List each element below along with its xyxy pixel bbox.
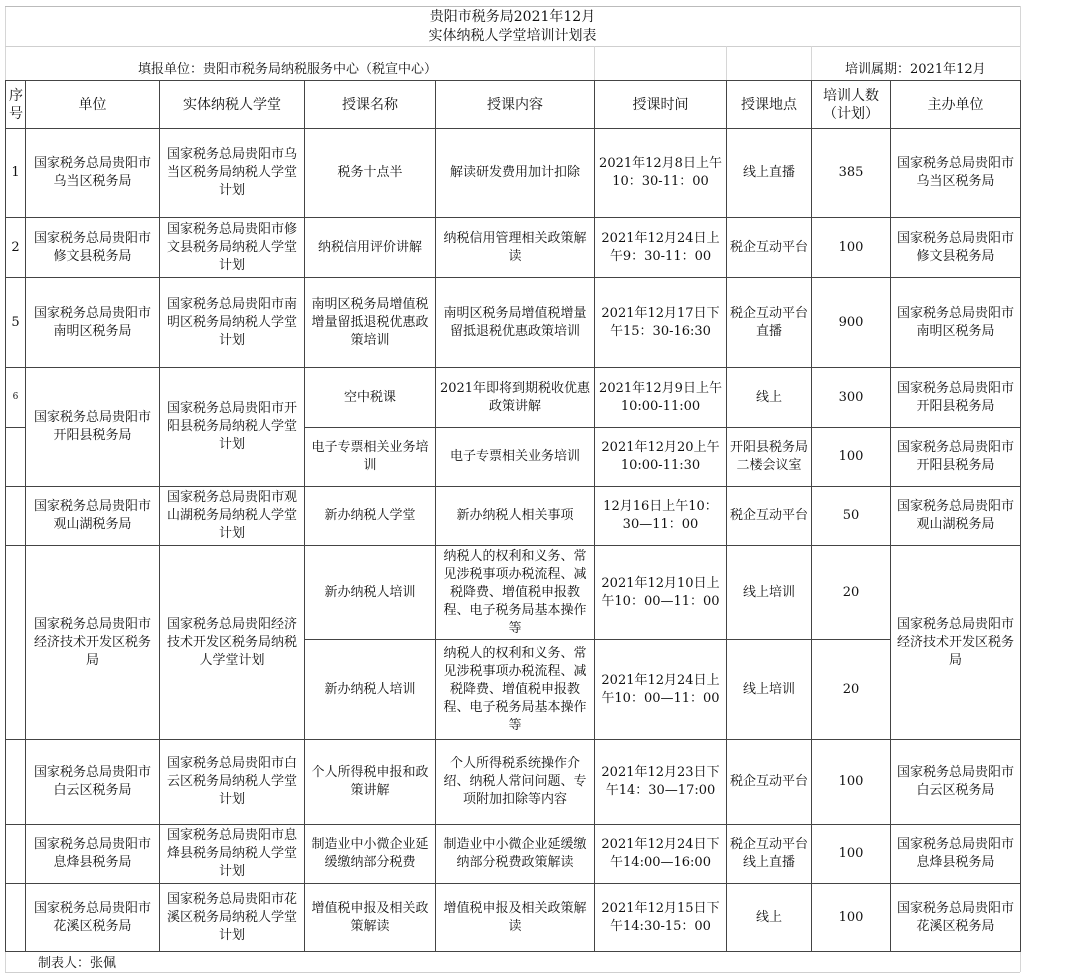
- cell-seq: [6, 487, 26, 546]
- cell-count: 100: [812, 218, 891, 278]
- header-row: [6, 81, 1021, 129]
- cell-count: 100: [812, 428, 891, 487]
- cell-count: 300: [812, 368, 891, 428]
- cell-content: 制造业中小微企业延缓缴纳部分税费政策解读: [436, 825, 595, 884]
- cell-unit: 国家税务总局贵阳市乌当区税务局: [26, 129, 160, 218]
- cell-school: 国家税务总局贵阳市开阳县税务局纳税人学堂计划: [160, 368, 305, 487]
- cell-content: 南明区税务局增值税增量留抵退税优惠政策培训: [436, 278, 595, 368]
- table-maker: 制表人：张佩: [38, 956, 117, 971]
- cell-place: 线上培训: [727, 546, 812, 640]
- cell-time: 2021年12月23日下午14：30—17:00: [595, 740, 727, 825]
- cell-host: 国家税务总局贵阳市修文县税务局: [891, 218, 1021, 278]
- cell-content: 纳税信用管理相关政策解读: [436, 218, 595, 278]
- cell-place: 税企互动平台直播: [727, 278, 812, 368]
- cell-school: 国家税务总局贵阳市观山湖税务局纳税人学堂计划: [160, 487, 305, 546]
- cell-unit: 国家税务总局贵阳市白云区税务局: [26, 740, 160, 825]
- cell-host: 国家税务总局贵阳市开阳县税务局: [891, 428, 1021, 487]
- grid-line: [594, 46, 595, 80]
- cell-unit: 国家税务总局贵阳市修文县税务局: [26, 218, 160, 278]
- table-row: [6, 278, 1021, 368]
- grid-line: [811, 46, 812, 80]
- title-line-2: 实体纳税人学堂培训计划表: [428, 28, 597, 44]
- cell-host: 国家税务总局贵阳市南明区税务局: [891, 278, 1021, 368]
- cell-content: 2021年即将到期税收优惠政策讲解: [436, 368, 595, 428]
- col-header-count: 培训人数（计划）: [812, 81, 891, 129]
- cell-unit: 国家税务总局贵阳市经济技术开发区税务局: [26, 546, 160, 740]
- col-header-school: 实体纳税人学堂: [160, 81, 305, 129]
- col-header-place: 授课地点: [727, 81, 812, 129]
- cell-count: 385: [812, 129, 891, 218]
- col-header-seq: 序号: [6, 81, 26, 129]
- cell-content: 纳税人的权利和义务、常见涉税事项办税流程、减税降费、增值税申报教程、电子税务局基本操作等: [436, 546, 595, 640]
- title-line-1: 贵阳市税务局2021年12月: [429, 9, 596, 25]
- cell-school: 国家税务总局贵阳市白云区税务局纳税人学堂计划: [160, 740, 305, 825]
- table-row: [6, 487, 1021, 546]
- cell-time: 2021年12月24日上午9：30-11：00: [595, 218, 727, 278]
- cell-count: 100: [812, 884, 891, 952]
- grid-line: [726, 46, 727, 80]
- table-row: [6, 368, 1021, 428]
- cell-place: 税企互动平台: [727, 218, 812, 278]
- table-row: [6, 218, 1021, 278]
- cell-host: 国家税务总局贵阳市观山湖税务局: [891, 487, 1021, 546]
- cell-host: 国家税务总局贵阳市白云区税务局: [891, 740, 1021, 825]
- cell-seq: [6, 428, 26, 487]
- cell-course: 个人所得税申报和政策讲解: [305, 740, 436, 825]
- cell-seq: [6, 546, 26, 740]
- cell-time: 2021年12月24日下午14:00—16:00: [595, 825, 727, 884]
- cell-host: 国家税务总局贵阳市开阳县税务局: [891, 368, 1021, 428]
- cell-host: 国家税务总局贵阳市乌当区税务局: [891, 129, 1021, 218]
- cell-host: 国家税务总局贵阳市息烽县税务局: [891, 825, 1021, 884]
- cell-time: 2021年12月17日下午15：30-16:30: [595, 278, 727, 368]
- cell-time: 2021年12月8日上午10：30-11：00: [595, 129, 727, 218]
- cell-time: 2021年12月24日上午10：00—11：00: [595, 640, 727, 740]
- cell-seq: 1: [6, 129, 26, 218]
- cell-seq: [6, 740, 26, 825]
- cell-unit: 国家税务总局贵阳市南明区税务局: [26, 278, 160, 368]
- cell-place: 线上培训: [727, 640, 812, 740]
- cell-time: 2021年12月9日上午10:00-11:00: [595, 368, 727, 428]
- cell-course: 纳税信用评价讲解: [305, 218, 436, 278]
- cell-unit: 国家税务总局贵阳市息烽县税务局: [26, 825, 160, 884]
- cell-seq: [6, 825, 26, 884]
- col-header-unit: 单位: [26, 81, 160, 129]
- cell-course: 增值税申报及相关政策解读: [305, 884, 436, 952]
- cell-seq: 2: [6, 218, 26, 278]
- col-header-content: 授课内容: [436, 81, 595, 129]
- cell-school: 国家税务总局贵阳经济技术开发区税务局纳税人学堂计划: [160, 546, 305, 740]
- cell-school: 国家税务总局贵阳市修文县税务局纳税人学堂计划: [160, 218, 305, 278]
- cell-course: 新办纳税人学堂: [305, 487, 436, 546]
- grid-line: [5, 972, 1020, 973]
- cell-time: 2021年12月20上午10:00-11:30: [595, 428, 727, 487]
- table-row: [6, 546, 1021, 640]
- cell-course: 税务十点半: [305, 129, 436, 218]
- cell-school: 国家税务总局贵阳市南明区税务局纳税人学堂计划: [160, 278, 305, 368]
- sheet-title: [5, 6, 1020, 47]
- cell-place: 开阳县税务局二楼会议室: [727, 428, 812, 487]
- cell-course: 新办纳税人培训: [305, 546, 436, 640]
- cell-course: 新办纳税人培训: [305, 640, 436, 740]
- cell-unit: 国家税务总局贵阳市观山湖税务局: [26, 487, 160, 546]
- table-row: [6, 740, 1021, 825]
- cell-seq: 5: [6, 278, 26, 368]
- cell-place: 税企互动平台线上直播: [727, 825, 812, 884]
- cell-course: 制造业中小微企业延缓缴纳部分税费: [305, 825, 436, 884]
- cell-school: 国家税务总局贵阳市乌当区税务局纳税人学堂计划: [160, 129, 305, 218]
- table-row: [6, 129, 1021, 218]
- cell-content: 解读研发费用加计扣除: [436, 129, 595, 218]
- cell-place: 线上直播: [727, 129, 812, 218]
- cell-school: 国家税务总局贵阳市花溪区税务局纳税人学堂计划: [160, 884, 305, 952]
- cell-count: 100: [812, 740, 891, 825]
- training-plan-table: [5, 80, 1021, 952]
- cell-count: 900: [812, 278, 891, 368]
- cell-count: 20: [812, 640, 891, 740]
- cell-unit: 国家税务总局贵阳市开阳县税务局: [26, 368, 160, 487]
- cell-host: 国家税务总局贵阳市花溪区税务局: [891, 884, 1021, 952]
- training-period: 培训属期：2021年12月: [845, 62, 986, 77]
- col-header-course: 授课名称: [305, 81, 436, 129]
- cell-place: 税企互动平台: [727, 740, 812, 825]
- table-row: [6, 825, 1021, 884]
- cell-unit: 国家税务总局贵阳市花溪区税务局: [26, 884, 160, 952]
- cell-content: 增值税申报及相关政策解读: [436, 884, 595, 952]
- cell-count: 100: [812, 825, 891, 884]
- cell-count: 20: [812, 546, 891, 640]
- cell-content: 电子专票相关业务培训: [436, 428, 595, 487]
- cell-place: 线上: [727, 884, 812, 952]
- cell-host: 国家税务总局贵阳市经济技术开发区税务局: [891, 546, 1021, 740]
- cell-seq: [6, 884, 26, 952]
- col-header-host: 主办单位: [891, 81, 1021, 129]
- cell-school: 国家税务总局贵阳市息烽县税务局纳税人学堂计划: [160, 825, 305, 884]
- cell-course: 电子专票相关业务培训: [305, 428, 436, 487]
- cell-content: 纳税人的权利和义务、常见涉税事项办税流程、减税降费、增值税申报教程、电子税务局基本操作等: [436, 640, 595, 740]
- cell-count: 50: [812, 487, 891, 546]
- filler-unit: 填报单位：贵阳市税务局纳税服务中心（税宣中心）: [138, 62, 438, 77]
- cell-time: 12月16日上午10：30—11：00: [595, 487, 727, 546]
- cell-time: 2021年12月15日下午14:30-15：00: [595, 884, 727, 952]
- cell-content: 个人所得税系统操作介绍、纳税人常问问题、专项附加扣除等内容: [436, 740, 595, 825]
- cell-place: 税企互动平台: [727, 487, 812, 546]
- cell-course: 空中税课: [305, 368, 436, 428]
- cell-place: 线上: [727, 368, 812, 428]
- cell-course: 南明区税务局增值税增量留抵退税优惠政策培训: [305, 278, 436, 368]
- cell-time: 2021年12月10日上午10：00—11：00: [595, 546, 727, 640]
- col-header-time: 授课时间: [595, 81, 727, 129]
- cell-seq: 6: [6, 368, 26, 428]
- table-row: [6, 884, 1021, 952]
- cell-content: 新办纳税人相关事项: [436, 487, 595, 546]
